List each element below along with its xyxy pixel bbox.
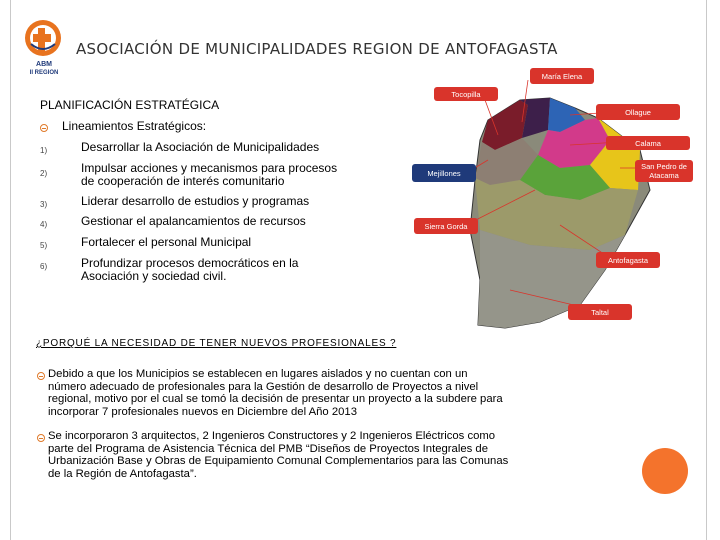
map-label-tocopilla [434,87,498,101]
item-number: 4) [40,220,48,229]
svg-text:María Elena: María Elena [541,72,583,81]
bullet-icon [37,434,45,442]
section-heading: PLANIFICACIÓN ESTRATÉGICA [40,98,220,112]
region-map [410,60,700,330]
svg-text:Sierra Gorda: Sierra Gorda [424,222,468,231]
paragraph-2-line: parte del Programa de Asistencia Técnica del PMB “Diseños de Proyectos Integrales de [48,442,488,455]
svg-text:Calama: Calama [635,139,661,148]
item-text: Desarrollar la Asociación de Municipalidades [81,140,320,154]
item-text-continued: de cooperación de interés comunitario [81,174,285,188]
item-text: Gestionar el apalancamientos de recursos [81,214,306,228]
svg-text:Ollague: Ollague [625,108,651,117]
bullet-icon [40,124,48,132]
svg-text:Taltal: Taltal [591,308,609,317]
item-number: 5) [40,241,48,250]
item-text: Profundizar procesos democráticos en la [81,256,299,270]
paragraph-1 [48,368,570,418]
item-text: Fortalecer el personal Municipal [81,235,252,249]
item-text: Impulsar acciones y mecanismos para procesos [81,161,338,175]
map-label-taltal [568,304,632,320]
paragraph-2-line: de la Región de Antofagasta”. [48,467,197,480]
paragraph-2 [48,430,570,480]
item-text-continued: Asociación y sociedad civil. [81,269,227,283]
map-label-antofagasta [596,252,660,268]
map-label-calama [606,136,690,150]
question-heading: ¿PORQUÉ LA NECESIDAD DE TENER NUEVOS PROFESIONALES ? [36,338,397,349]
logo-line2: II REGION [29,70,59,76]
map-label-sierra-gorda [414,218,478,234]
item-number: 1) [40,146,48,155]
paragraph-2-line: Urbanización Base y Obras de Equipamiento Comunal Complementarios para las Comunas [48,455,509,467]
item-number: 2) [40,169,48,178]
page-title: ASOCIACIÓN DE MUNICIPALIDADES REGION DE ANTOFAGASTA [76,40,558,58]
item-number: 3) [40,200,48,209]
right-border-line [706,0,707,540]
paragraph-1-line: Debido a que los Municipios se establecen en lugares aislados y no cuentan con un [48,368,468,380]
logo-graphic [22,14,66,78]
map-label-maria-elena [530,68,594,84]
left-border-line [10,0,11,540]
region-map-graphic [410,60,700,330]
item-text: Liderar desarrollo de estudios y programas [81,194,310,208]
svg-text:Tocopilla: Tocopilla [451,90,481,99]
lineamientos-heading: Lineamientos Estratégicos: [62,119,207,133]
logo-line1: ABM [36,61,52,68]
svg-text:Atacama: Atacama [649,171,679,180]
paragraph-1-line: número adecuado de profesionales para la Gestión de desarrollo de Proyectos a nivel [48,380,479,393]
item-number: 6) [40,262,48,271]
svg-text:San Pedro de: San Pedro de [641,162,687,171]
abm-logo [22,14,66,78]
paragraph-1-line: incorporar 7 profesionales nuevos en Diciembre del Año 2013 [48,405,357,418]
paragraph-2-line: Se incorporaron 3 arquitectos, 2 Ingenieros Constructores y 2 Ingenieros Eléctricos como [48,430,496,442]
svg-text:Antofagasta: Antofagasta [607,256,649,265]
map-label-mejillones [412,164,476,182]
bullet-icon [37,372,45,380]
map-label-san-pedro [635,160,693,182]
paragraph-1-line: regional, motivo por el cual se tomó la decisión de presentar un proyecto a la subdere para [48,393,503,405]
map-label-ollague [596,104,680,120]
decorative-orange-circle [642,448,688,494]
svg-text:Mejillones: Mejillones [427,169,461,178]
